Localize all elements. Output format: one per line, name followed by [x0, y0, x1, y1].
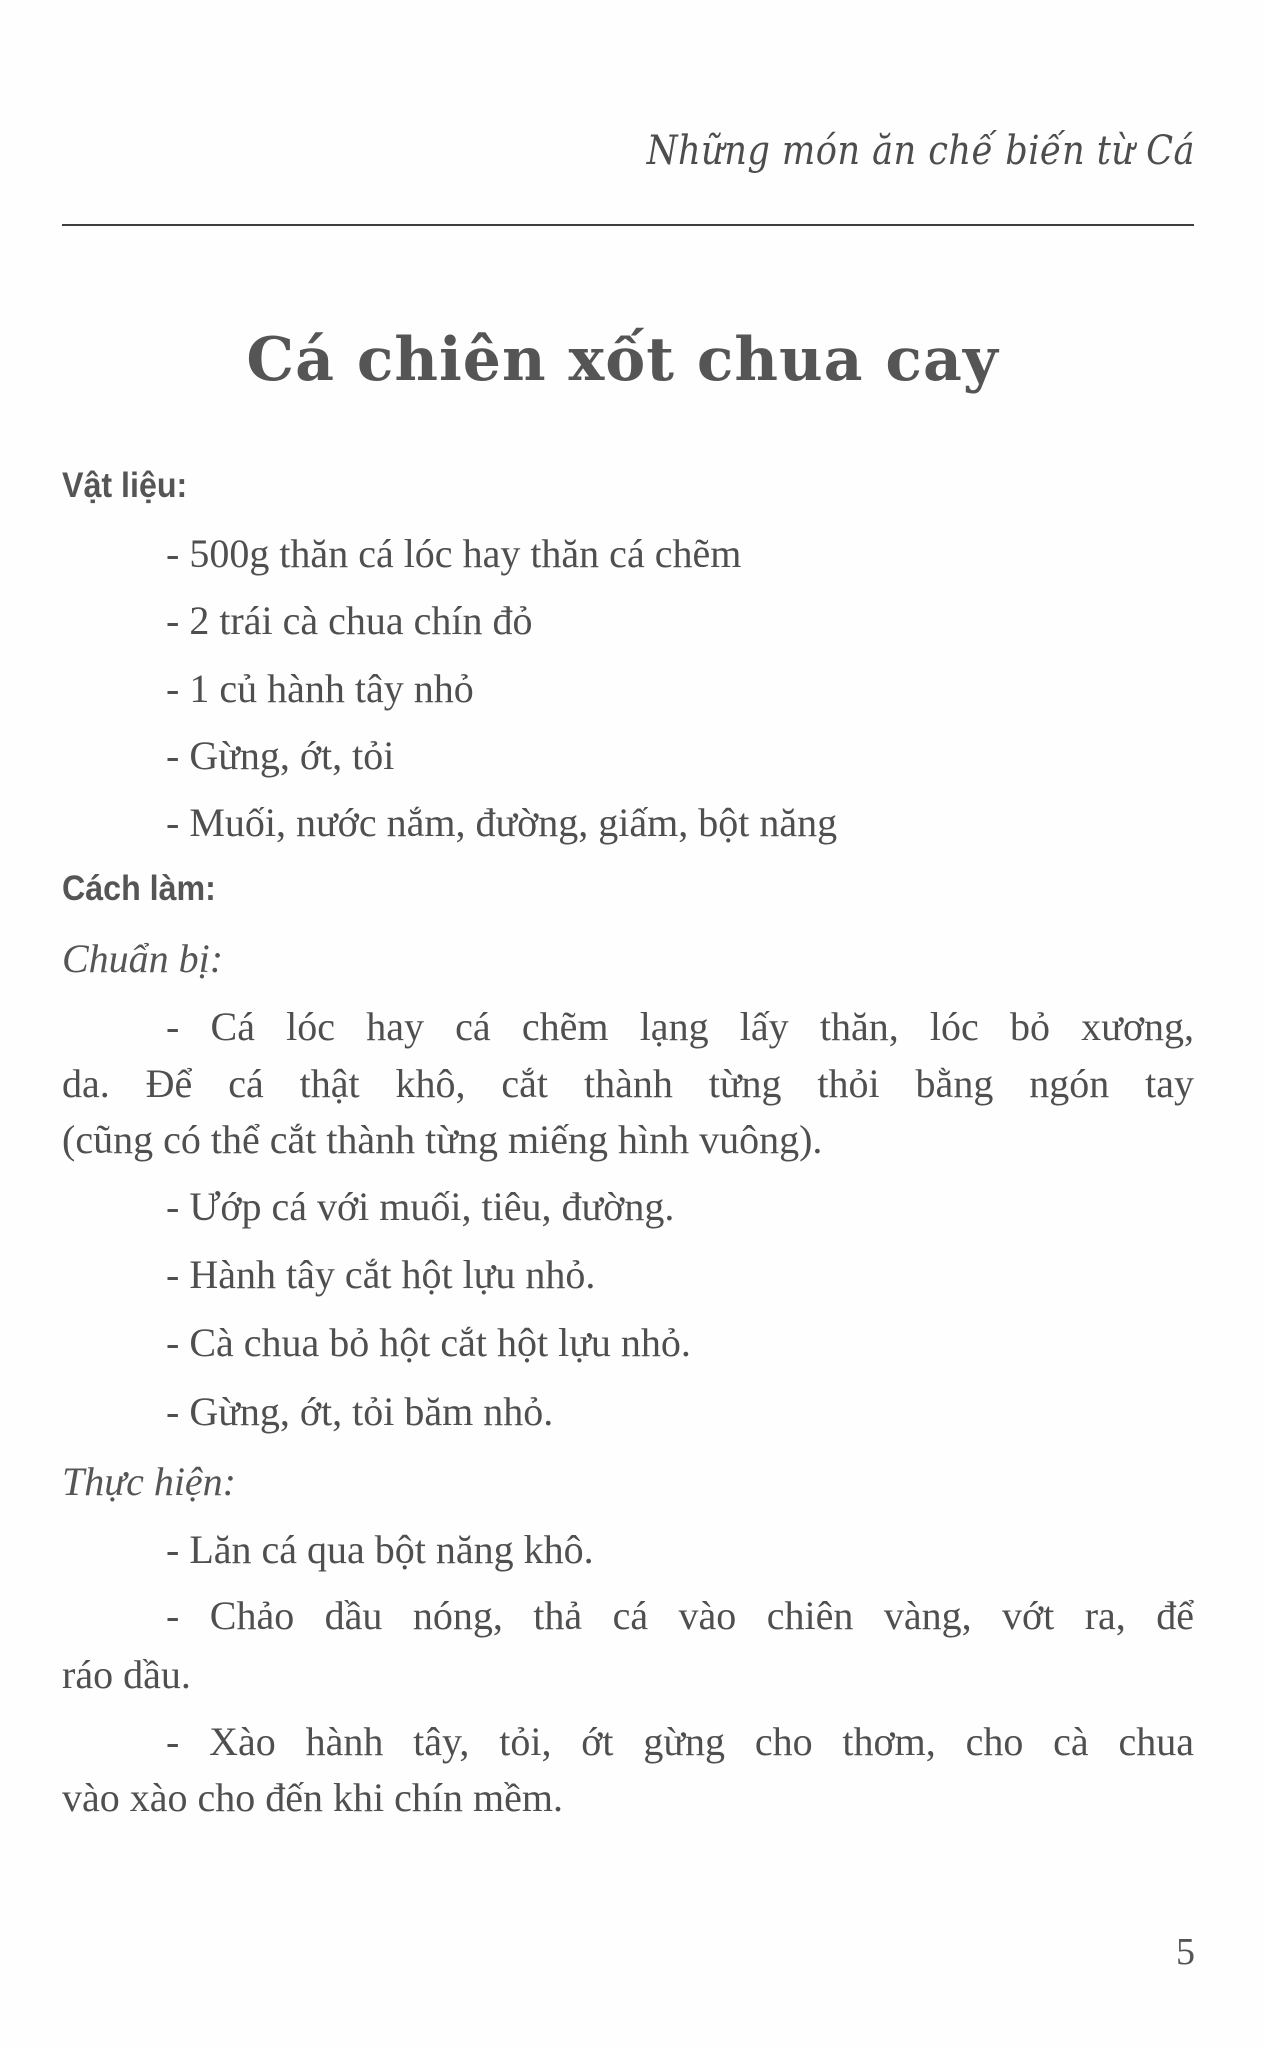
ingredient-item: - 2 trái cà chua chín đỏ — [166, 598, 533, 643]
preparation-paragraph-line: (cũng có thể cắt thành từng miếng hình vuông). — [62, 1117, 823, 1162]
execution-line: - Lăn cá qua bột năng khô. — [166, 1527, 594, 1572]
ingredients-label: Vật liệu: — [62, 466, 188, 505]
method-label: Cách làm: — [62, 869, 216, 908]
ingredient-item: - Gừng, ớt, tỏi — [166, 733, 395, 778]
execution-line: - Chảo dầu nóng, thả cá vào chiên vàng, vớt ra, để — [166, 1593, 1194, 1638]
running-header: Những món ăn chế biến từ Cá — [646, 128, 1195, 174]
preparation-step: - Hành tây cắt hột lựu nhỏ. — [166, 1252, 596, 1297]
execution-label: Thực hiện: — [62, 1459, 237, 1504]
page-number: 5 — [1176, 1931, 1195, 1973]
header-rule — [62, 224, 1194, 226]
ingredient-item: - Muối, nước nắm, đường, giấm, bột năng — [166, 800, 838, 845]
preparation-step: - Gừng, ớt, tỏi băm nhỏ. — [166, 1389, 554, 1434]
preparation-paragraph-line: - Cá lóc hay cá chẽm lạng lấy thăn, lóc bỏ xương, — [166, 1004, 1194, 1049]
execution-line: - Xào hành tây, tỏi, ớt gừng cho thơm, cho cà chua — [166, 1719, 1194, 1764]
ingredient-item: - 500g thăn cá lóc hay thăn cá chẽm — [166, 531, 742, 576]
recipe-title: Cá chiên xốt chua cay — [246, 325, 999, 395]
preparation-step: - Ướp cá với muối, tiêu, đường. — [166, 1184, 675, 1229]
execution-line: ráo dầu. — [62, 1652, 191, 1697]
preparation-step: - Cà chua bỏ hột cắt hột lựu nhỏ. — [166, 1320, 691, 1365]
execution-line: vào xào cho đến khi chín mềm. — [62, 1775, 563, 1820]
preparation-paragraph-line: da. Để cá thật khô, cắt thành từng thỏi bằng ngón tay — [62, 1061, 1194, 1106]
ingredient-item: - 1 củ hành tây nhỏ — [166, 666, 474, 711]
preparation-label: Chuẩn bị: — [62, 936, 224, 981]
